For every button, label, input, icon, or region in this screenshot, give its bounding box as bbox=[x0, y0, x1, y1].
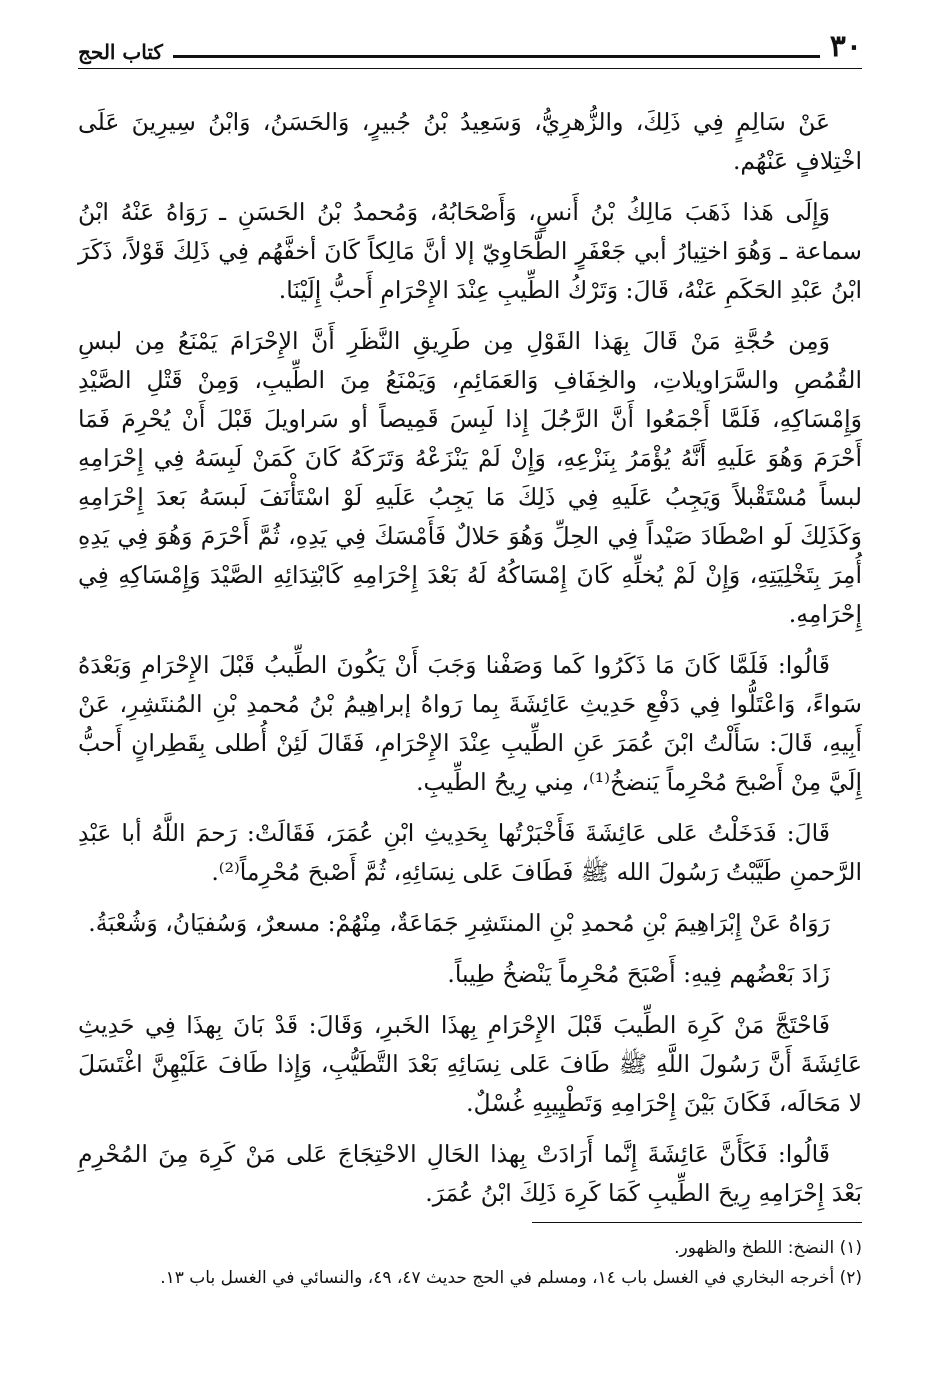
book-title: كتاب الحج bbox=[78, 40, 163, 64]
header-underline bbox=[78, 68, 862, 69]
footnotes bbox=[78, 1222, 862, 1293]
page-header bbox=[78, 22, 862, 62]
footnote-separator bbox=[532, 1222, 862, 1223]
paragraph: وَإِلَى هَذا ذَهَبَ مَالِكُ بْنُ أَنسٍ، وَأَصْحَابُهُ، وَمُحمدُ بْنُ الحَسَنِ ـ رَوَاهُ عَنْهُ ابْنُ سماعة ـ وَهُوَ اختِيارُ أبي جَعْفَرٍ الطَّحَاوِيّ إلا أنَّ مَالِكاً كَانَ أخفَّهُم فِي ذَلِكَ قَوْلاً، ذَكَرَ ابْنُ عَبْدِ الحَكَمِ عَنْهُ، قَالَ: وَتَرْكُ الطِّيبِ عِنْدَ الإِحْرَامِ أَحبُّ إِلَيْنَا. bbox=[78, 198, 862, 304]
paragraph: وَمِن حُجَّةِ مَنْ قَالَ بِهَذا القَوْلِ مِن طَرِيقِ النَّظَرِ أَنَّ الإِحْرَامَ يَمْنَعُ مِن لبسِ القُمُصِ والسَّرَاويلاتِ، والخِفَافِ وَالعَمَائِمِ، وَيَمْنَعُ مِنَ الطِّيبِ، وَمِنْ قَتْلِ الصَّيْدِ وَإِمْسَاكِهِ، فَلَمَّا أَجْمَعُوا أَنَّ الرَّجُلَ إِذا لَبِسَ قَمِيصاً أو سَراويلَ قَبْلَ أَنْ يُحْرِمَ فَمَا أَحْرَمَ وَهُوَ عَلَيهِ أَنَّهُ يُؤْمَرُ بِنَزْعِهِ، وَإِنْ لَمْ يَنْزَعْهُ وَتَرَكَهُ كَانَ كَمَنْ لَبِسَهُ فِي إِحْرَامِهِ لبساً مُسْتَقْبلاً وَيَجِبُ عَلَيهِ فِي ذَلِكَ مَا يَجِبُ عَلَيهِ لَوْ اسْتَأْنَفَ لَبسَهُ بَعدَ إِحْرَامِهِ وَكَذَلِكَ لَو اصْطَادَ صَيْداً فِي الحِلِّ وَهُوَ حَلالٌ فَأَمْسَكَ فِي يَدِهِ، ثُمَّ أَحْرَمَ وَهُوَ فِي يَدِهِ أُمِرَ بِتَخْلِيَتِهِ، وَإِنْ لَمْ يُخلِّهِ كَانَ إِمْسَاكُهُ لَهُ بَعْدَ إِحْرَامِهِ كَابْتِدَائِهِ الصَّيْدَ وَإِمْسَاكِهِ فِي إِحْرَامِهِ. bbox=[78, 327, 862, 628]
paragraph: زَادَ بَعْضُهم فِيهِ: أَصْبَحَ مُحْرِماً يَنْضخُ طِيباً. bbox=[447, 960, 830, 988]
page-number: ٣٠ bbox=[829, 29, 862, 64]
main-text bbox=[78, 103, 862, 1213]
paragraph: رَوَاهُ عَنْ إِبْرَاهِيمَ بْنِ مُحمدِ بْنِ المنتَشِرِ جَمَاعَةٌ، مِنْهُمْ: مسعرٌ، وَسُفيَانُ، وَشُعْبَةُ. bbox=[88, 909, 830, 937]
footnote: (٢) أخرجه البخاري في الغسل باب ١٤، ومسلم في الحج حديث ٤٧، ٤٩، والنسائي في الغسل باب ١٣. bbox=[160, 1268, 862, 1288]
header-decorative-rule bbox=[173, 55, 820, 58]
footnote: (١) النضخ: اللطخ والظهور. bbox=[674, 1238, 862, 1258]
paragraph: قَالُوا: فَلَمَّا كَانَ مَا ذَكَرُوا كَما وَصَفْنا وَجَبَ أَنْ يَكُونَ الطِّيبُ قَبْلَ الإِحْرَامِ وَبَعْدَهُ سَواءً، وَاعْتَلُّوا فِي دَفْعِ حَدِيثِ عَائِشَةَ بِما رَواهُ إبراهِيمُ بْنُ مُحمدِ بْنِ المُنتَشِرِ، عَنْ أَبِيهِ، قَالَ: سَأَلْتُ ابْنَ عُمَرَ عَنِ الطِّيبِ عِنْدَ الإِحْرَامِ، فَقَالَ لَئِنْ أُطلى بِقَطِرانٍ أَحبُّ إِلَيَّ مِنْ أَصْبحَ مُحْرِماً يَنضخُ⁽¹⁾، مِني رِيحُ الطِّيبِ. bbox=[78, 651, 862, 796]
paragraph: فَاحْتَجَّ مَنْ كَرِهَ الطِّيبَ قَبْلَ الإِحْرَامِ بِهذَا الخَبرِ، وَقَالَ: قَدْ بَانَ بِهذَا فِي حَدِيثِ عَائِشَةَ أَنَّ رَسُولَ اللَّهِ ﷺ طَافَ عَلى نِسَائِهِ بَعْدَ التَّطَيُّبِ، وَإِذا طَافَ عَلَيْهِنَّ اغْتَسَلَ لا مَحَالَه، فَكَانَ بَيْنَ إِحْرَامِهِ وَتَطْيِيبِهِ غُسْلٌ. bbox=[78, 1011, 862, 1117]
paragraph: قَالُوا: فَكَأَنَّ عَائِشَةَ إِنَّما أَرَادَتْ بِهذا الحَالِ الاحْتِجَاجَ عَلى مَنْ كَرِهَ مِنَ المُحْرِمِ بَعْدَ إِحْرَامِهِ رِيحَ الطِّيبِ كَمَا كَرِهَ ذَلِكَ ابْنُ عُمَرَ. bbox=[78, 1140, 862, 1207]
paragraph: عَنْ سَالِمٍ فِي ذَلِكَ، والزُّهرِيُّ، وَسَعِيدُ بْنُ جُبيرٍ، وَالحَسَنُ، وَابْنُ سِيرِينَ عَلَى اخْتِلافٍ عَنْهُم. bbox=[78, 108, 862, 175]
paragraph: قَالَ: فَدَخَلْتُ عَلى عَائِشَةَ فَأَخْبَرْتُها بِحَدِيثِ ابْنِ عُمَرَ، فَقَالَتْ: رَحمَ اللَّهُ أبا عَبْدِ الرَّحمنِ طَيَّبْتُ رَسُولَ الله ﷺ فَطَافَ عَلى نِسَائِهِ، ثُمَّ أَصْبحَ مُحْرِماً⁽²⁾. bbox=[78, 819, 862, 886]
